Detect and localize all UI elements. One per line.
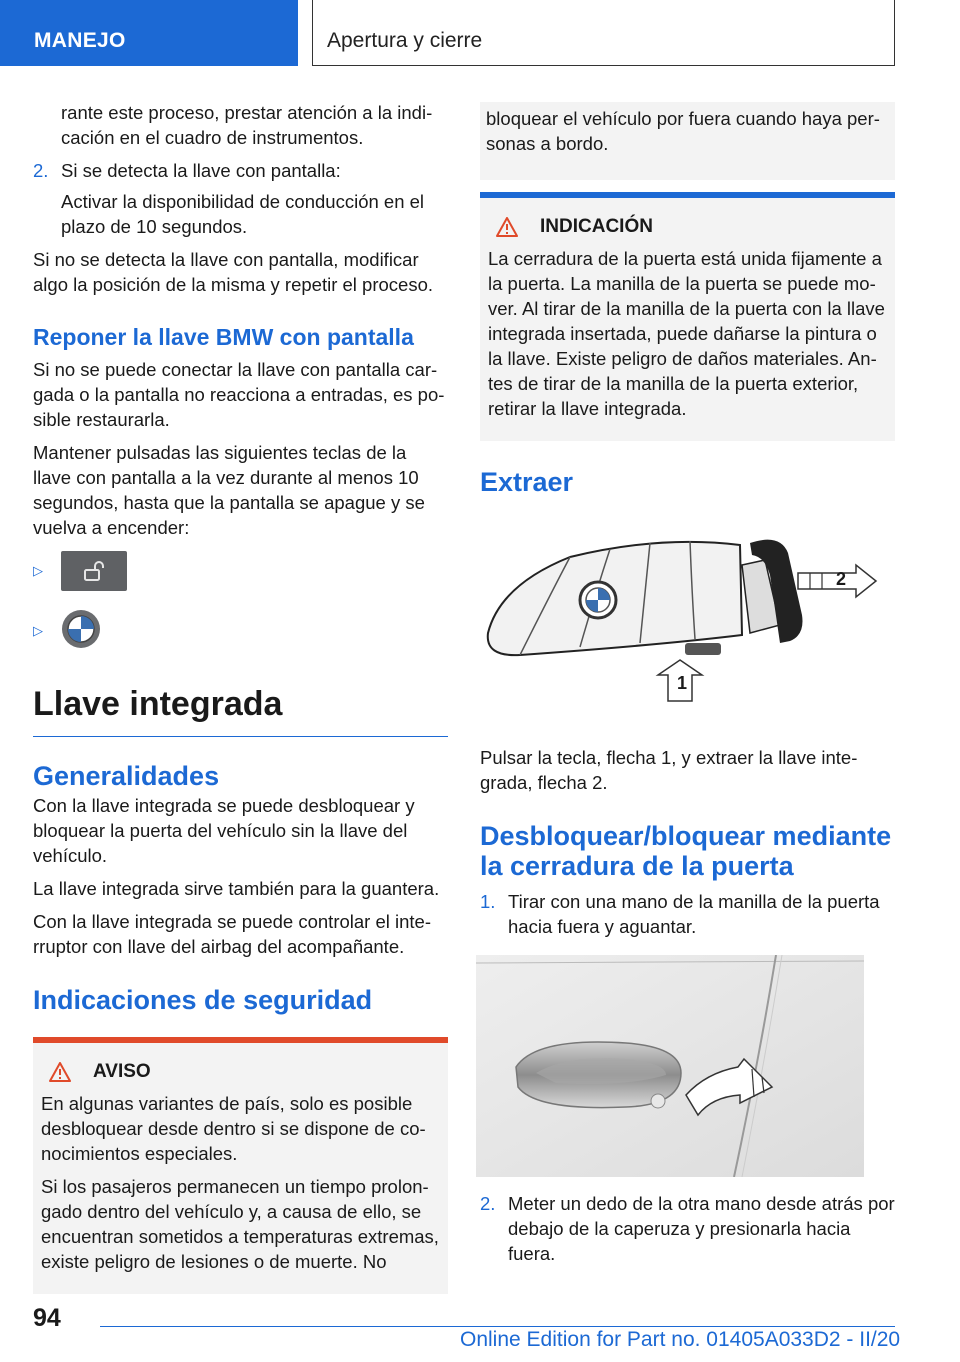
warning-continuation-text: bloquear el vehículo por fuera cuando haya personas a bordo. — [486, 108, 880, 154]
step-2-detail: Activar la disponibilidad de conducción en el plazo de 10 segundos. — [61, 191, 425, 237]
heading-integrated-key: Llave integrada — [33, 684, 448, 737]
step-number: 2. — [480, 1193, 496, 1214]
info-notice — [480, 192, 895, 441]
step-number: 2. — [33, 160, 49, 181]
footer-edition: Online Edition for Part no. 01405A033D2 - II/20 — [460, 1328, 901, 1351]
arrow-2-label: 2 — [836, 569, 847, 589]
key-extraction-illustration — [480, 505, 895, 705]
heading-reset-key: Reponer la llave BMW con pantalla — [33, 324, 414, 350]
page-number: 94 — [33, 1304, 61, 1332]
warning-label: AVISO — [93, 1061, 151, 1082]
chapter-tab: MANEJO — [0, 0, 298, 66]
footer-divider — [100, 1326, 895, 1327]
info-title — [488, 216, 887, 238]
triangle-bullet-icon: ▷ — [33, 563, 43, 578]
page-section-title: Apertura y cierre — [312, 0, 895, 66]
paragraph-extract: Pulsar la tecla, flecha 1, y extraer la llave integrada, flecha 2. — [480, 747, 858, 793]
step-text: Tirar con una mano de la manilla de la puerta hacia fuera y aguantar. — [508, 891, 880, 937]
warning-triangle-icon — [496, 217, 518, 237]
intro-continuation: rante este proceso, prestar atención a la indicación en el cuadro de instrumentos. — [61, 102, 433, 148]
info-paragraph: La cerradura de la puerta está unida fijamente a la puerta. La manilla de la puerta se puede mover. Al tirar de la manilla de la puerta con la llave integrada insertada, puede dañarse la pintura o la llave. Existe peligro de daños materiales. Antes de tirar de la manilla de la puerta exterior, retirar la llave integrada. — [488, 248, 885, 419]
arrow-1-label: 1 — [677, 673, 688, 693]
heading-safety: Indicaciones de seguridad — [33, 985, 373, 1015]
left-column — [33, 100, 448, 1294]
paragraph-reposition: Si no se detecta la llave con pantalla, modificar algo la posición de la misma y repetir el proceso. — [33, 249, 433, 295]
step-2 — [33, 158, 448, 183]
paragraph-general-3: Con la llave integrada se puede controlar el interruptor con llave del airbag del acompañante. — [33, 911, 432, 957]
bullet-bmw — [33, 608, 448, 654]
right-column — [480, 104, 895, 1272]
warning-title — [41, 1061, 440, 1083]
step-text: Meter un dedo de la otra mano desde atrás por debajo de la caperuza y presionarla hacia fuera. — [508, 1193, 895, 1264]
paragraph-general-1: Con la llave integrada se puede desbloquear y bloquear la puerta del vehículo sin la llave del vehículo. — [33, 795, 415, 866]
heading-door-lock: Desbloquear/bloquear mediante la cerradura de la puerta — [480, 821, 892, 881]
heading-general: Generalidades — [33, 761, 220, 791]
info-label: INDICACIÓN — [540, 216, 653, 237]
warning-paragraph-2: Si los pasajeros permanecen un tiempo prolongado dentro del vehículo y, a causa de ello, se encuentran sometidos a temperaturas extremas, existe peligro de lesiones o de muerte. No — [41, 1176, 439, 1272]
triangle-bullet-icon: ▷ — [33, 623, 43, 638]
bullet-unlock — [33, 548, 448, 594]
door-step-1 — [480, 889, 895, 939]
door-handle-illustration — [476, 955, 891, 1177]
warning-notice — [33, 1037, 448, 1294]
warning-triangle-icon — [49, 1062, 71, 1082]
step-text: Si se detecta la llave con pantalla: — [61, 160, 341, 181]
paragraph-general-2: La llave integrada sirve también para la guantera. — [33, 878, 440, 899]
warning-paragraph-1: En algunas variantes de país, solo es posible desbloquear desde dentro si se dispone de conocimientos especiales. — [41, 1093, 426, 1164]
paragraph-reset-1: Si no se puede conectar la llave con pantalla cargada o la pantalla no reacciona a entradas, es posible restaurarla. — [33, 359, 445, 430]
unlock-key-icon — [61, 551, 127, 591]
heading-extract: Extraer — [480, 467, 574, 497]
door-step-2 — [480, 1191, 895, 1266]
warning-continuation — [480, 102, 895, 180]
paragraph-reset-2: Mantener pulsadas las siguientes teclas de la llave con pantalla a la vez durante al menos 10 segundos, hasta que la pantalla se apague y se vuelva a encender: — [33, 442, 425, 538]
step-number: 1. — [480, 891, 496, 912]
bmw-logo-button-icon — [61, 609, 101, 654]
